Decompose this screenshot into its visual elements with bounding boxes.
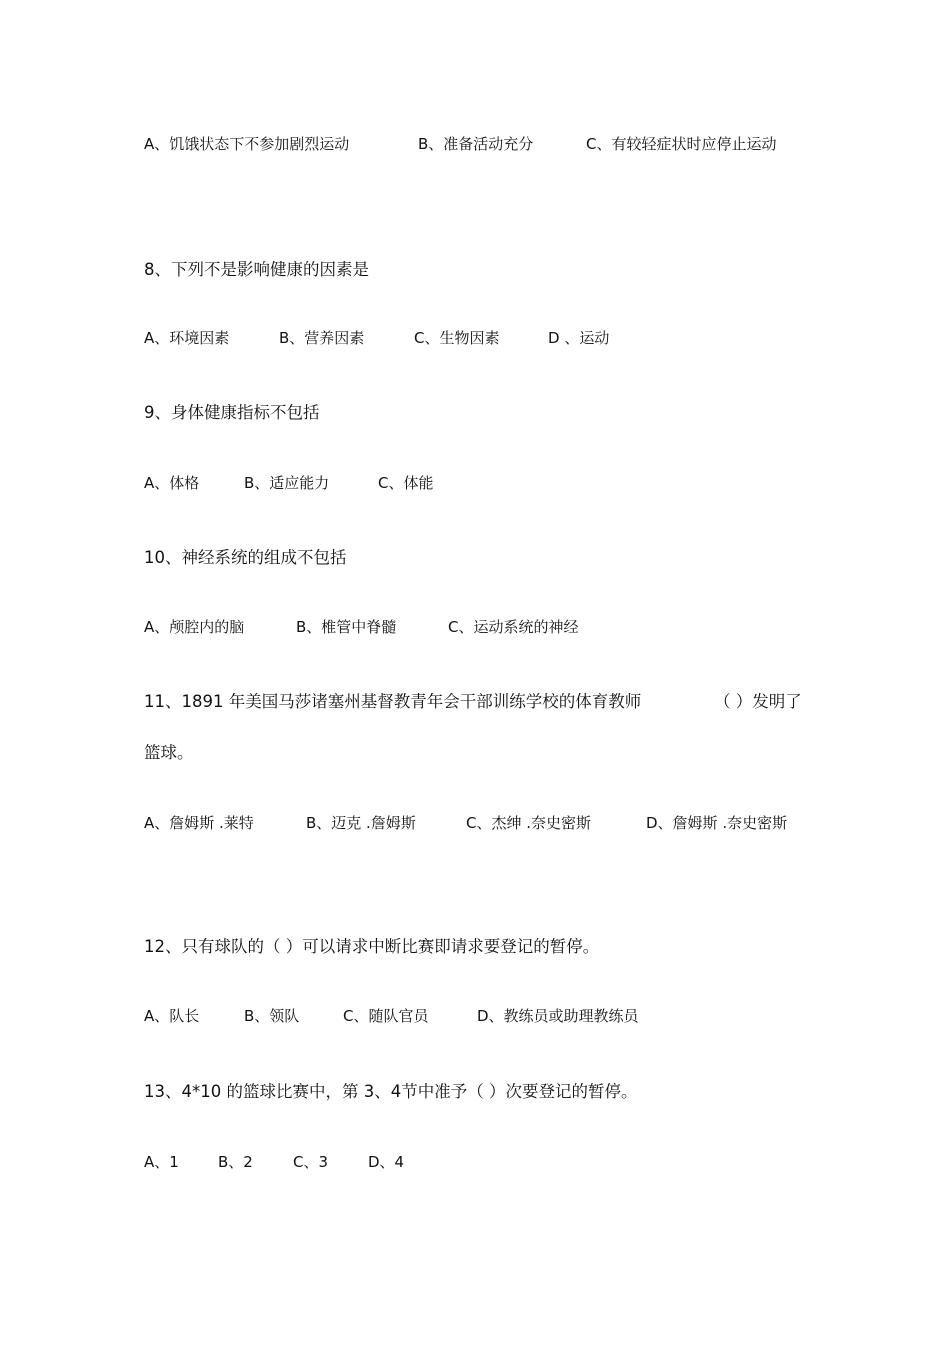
q13-option-d: D、4: [368, 1153, 405, 1171]
q10-stem: 10、神经系统的组成不包括: [144, 548, 347, 567]
q8-option-c: C、生物因素: [414, 329, 500, 347]
q10-option-b: B、椎管中脊髓: [296, 618, 397, 636]
q11-option-c: C、杰绅 .奈史密斯: [466, 814, 592, 832]
q10-option-a: A、颅腔内的脑: [144, 618, 245, 636]
q8-option-a: A、环境因素: [144, 329, 230, 347]
q11-stem-line2: 篮球。: [144, 743, 194, 762]
q11-option-a: A、詹姆斯 .莱特: [144, 814, 254, 832]
q8-option-b: B、营养因素: [279, 329, 365, 347]
q13-stem: 13、4*10 的篮球比赛中，第 3、4节中准予（ ）次要登记的暂停。: [144, 1082, 638, 1101]
q7-option-b: B、准备活动充分: [418, 135, 534, 153]
q10-option-c: C、运动系统的神经: [448, 618, 579, 636]
q13-option-b: B、2: [218, 1153, 253, 1171]
q13-option-a: A、1: [144, 1153, 179, 1171]
q9-option-b: B、适应能力: [244, 474, 330, 492]
q7-option-a: A、饥饿状态下不参加剧烈运动: [144, 135, 350, 153]
q12-option-a: A、队长: [144, 1007, 200, 1025]
q9-option-c: C、体能: [378, 474, 434, 492]
q9-option-a: A、体格: [144, 474, 200, 492]
q11-stem-text: 11、1891 年美国马莎诸塞州基督教青年会干部训练学校的体育教师: [144, 692, 642, 711]
q12-option-c: C、随队官员: [343, 1007, 429, 1025]
q12-option-d: D、教练员或助理教练员: [477, 1007, 639, 1025]
q8-stem: 8、下列不是影响健康的因素是: [144, 260, 369, 279]
q11-stem-line1: [144, 688, 802, 712]
q11-option-b: B、迈克 .詹姆斯: [306, 814, 416, 832]
q8-option-d: D 、运动: [548, 329, 610, 347]
q13-option-c: C、3: [293, 1153, 329, 1171]
q11-option-d: D、詹姆斯 .奈史密斯: [646, 814, 788, 832]
q11-stem-blank: （ ）发明了: [714, 692, 802, 711]
q7-option-c: C、有较轻症状时应停止运动: [586, 135, 777, 153]
q9-stem: 9、身体健康指标不包括: [144, 403, 320, 422]
q12-stem: 12、只有球队的（ ）可以请求中断比赛即请求要登记的暂停。: [144, 937, 600, 956]
q12-option-b: B、领队: [244, 1007, 300, 1025]
